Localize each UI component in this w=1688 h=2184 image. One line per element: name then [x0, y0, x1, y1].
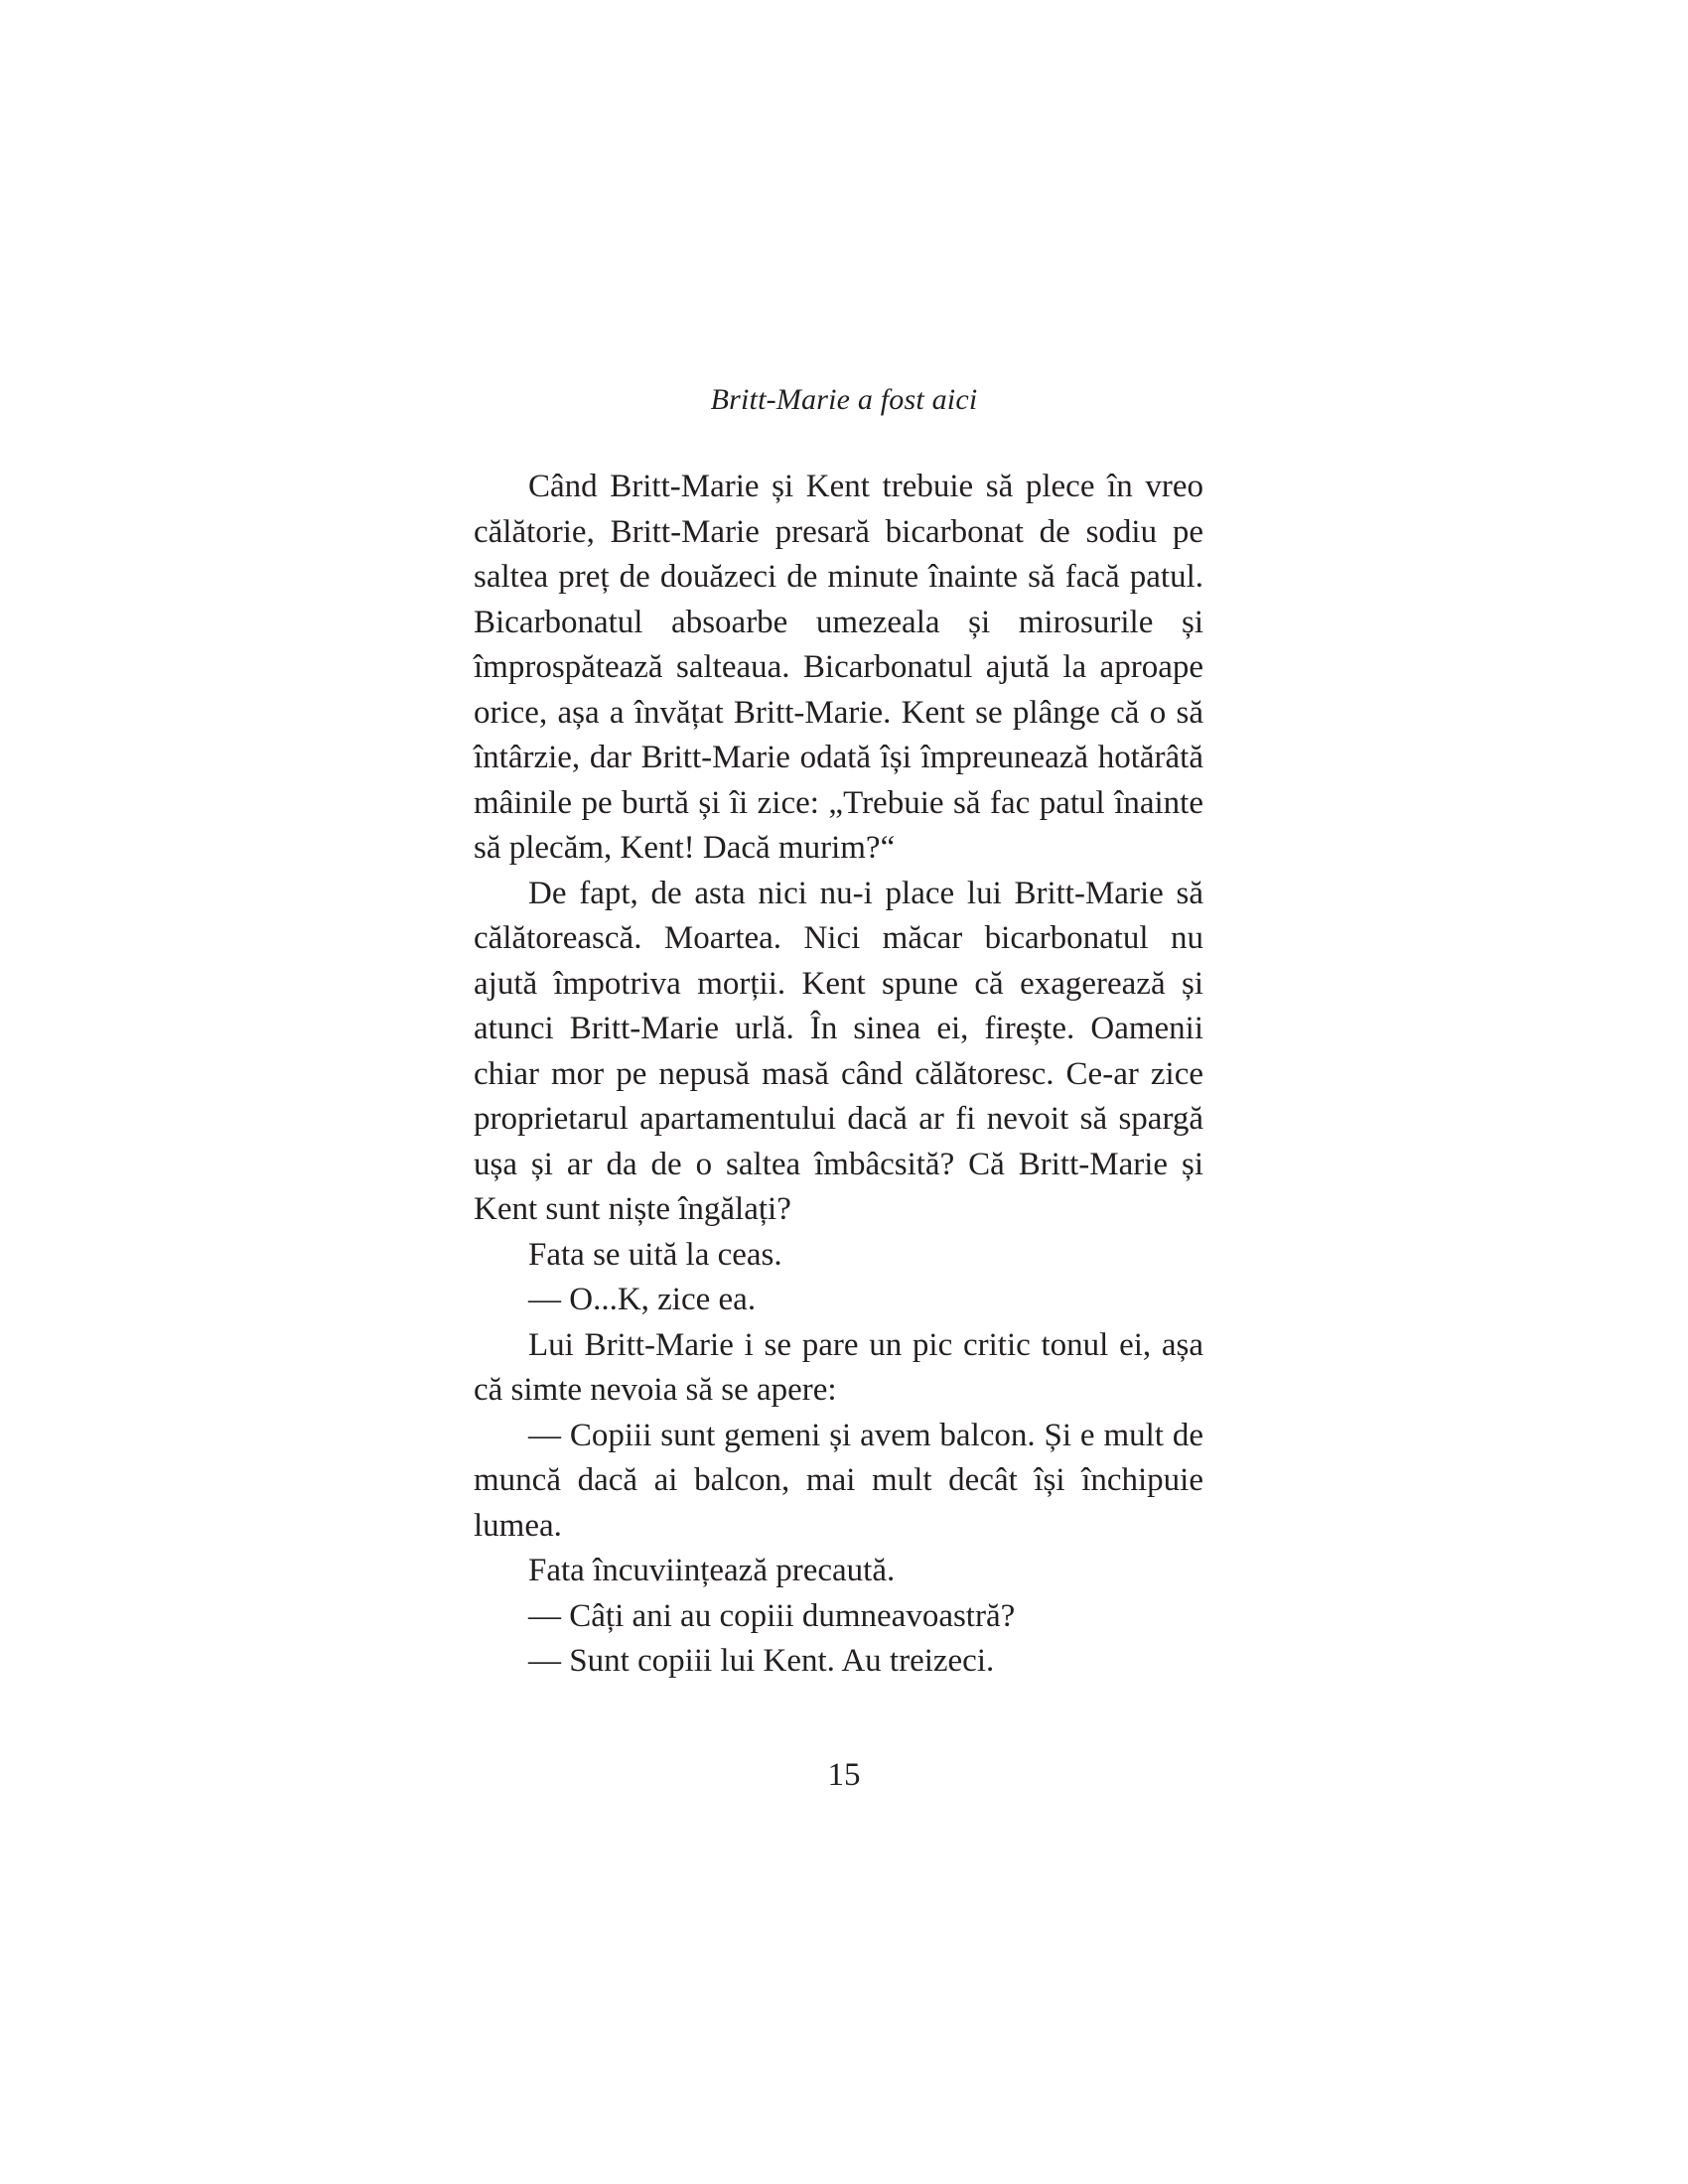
paragraph: Lui Britt-Marie i se pare un pic critic tonul ei, așa că simte nevoia să se apere:: [474, 1326, 1203, 1408]
paragraph: De fapt, de asta nici nu-i place lui Britt-Marie să călătorească. Moartea. Nici măcar bicarbonatul nu ajută împotriva morții. Kent spune că exagerează și atunci Britt-Marie urlă. În sinea ei, firește. Oamenii chiar mor pe nepusă masă când călătoresc. Ce-ar zice proprietarul apartamentului dacă ar fi nevoit să spargă ușa și ar da de o saltea îmbâcsită? Că Britt-Marie și Kent sunt niște îngălați?: [474, 875, 1203, 1227]
running-header: Britt-Marie a fost aici: [710, 383, 978, 416]
paragraph: Fata încuviințează precaută.: [528, 1553, 896, 1588]
dialogue-line: — Sunt copiii lui Kent. Au treizeci.: [528, 1643, 995, 1679]
body-text: [474, 465, 1203, 1685]
paragraph: Când Britt-Marie și Kent trebuie să plece în vreo călătorie, Britt-Marie presară bicarbonat de sodiu pe saltea preț de douăzeci de minute înainte să facă patul. Bicarbonatul absoarbe umezeala și mirosurile și împrospătează salteaua. Bicarbonatul ajută la aproape orice, așa a învățat Britt-Marie. Kent se plânge că o să întârzie, dar Britt-Marie odată își împreunează hotărâtă mâinile pe burtă și îi zice: „Trebuie să fac patul înainte să plecăm, Kent! Dacă murim?“: [474, 469, 1203, 866]
dialogue-line: — Copiii sunt gemeni și avem balcon. Și e mult de muncă dacă ai balcon, mai mult decât își închipuie lumea.: [474, 1417, 1203, 1544]
page-number: 15: [827, 1757, 861, 1793]
dialogue-line: — Câți ani au copiii dumneavoastră?: [528, 1597, 1016, 1634]
dialogue-line: — O...K, zice ea.: [528, 1282, 757, 1317]
paragraph: Fata se uită la ceas.: [528, 1236, 782, 1273]
